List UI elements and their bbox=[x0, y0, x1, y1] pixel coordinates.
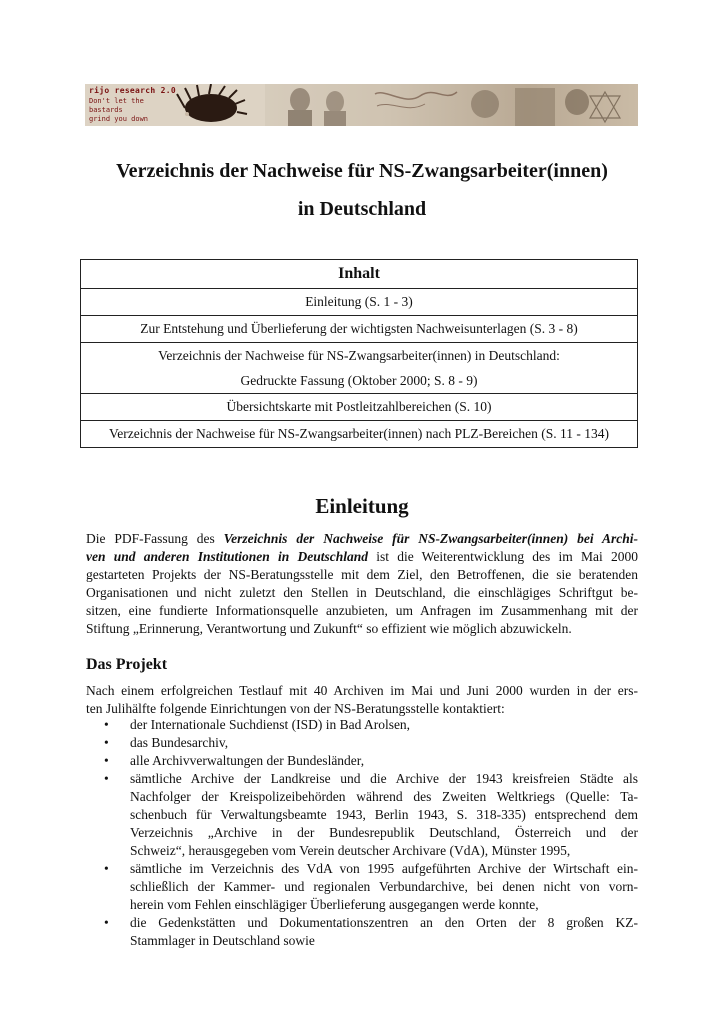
bullet-icon: • bbox=[104, 717, 109, 732]
paragraph-line: Organisationen und nicht zuletzt den Stellen in Deutschland, die einschlägiges Schriftgut be- bbox=[86, 585, 638, 600]
section-heading-einleitung: Einleitung bbox=[315, 494, 409, 518]
list-item: • alle Archivverwaltungen der Bundesländer, bbox=[104, 753, 365, 768]
paragraph-line: Die PDF-Fassung des Verzeichnis der Nachweise für NS-Zwangsarbeiter(innen) bei Archi- bbox=[86, 531, 638, 546]
toc-row: Einleitung (S. 1 - 3) bbox=[81, 289, 638, 316]
toc-row: Übersichtskarte mit Postleitzahlbereichen (S. 10) bbox=[81, 394, 638, 421]
institution-list bbox=[86, 716, 638, 950]
einleitung-paragraph bbox=[86, 530, 638, 638]
bullet-icon: • bbox=[104, 735, 109, 750]
document-title-line2: in Deutschland bbox=[297, 198, 427, 220]
projekt-intro-paragraph bbox=[86, 682, 638, 718]
toc-row-line: Verzeichnis der Nachweise für NS-Zwangsarbeiter(innen) in Deutschland: bbox=[158, 348, 560, 363]
toc-row: Zur Entstehung und Überlieferung der wichtigsten Nachweisunterlagen (S. 3 - 8) bbox=[81, 316, 638, 343]
list-item: • der Internationale Suchdienst (ISD) in Bad Arolsen, bbox=[104, 717, 411, 732]
paragraph-line: sitzen, eine fundierte Informationsquelle anzubieten, um Anfragen im Zusammenhang mit der bbox=[86, 603, 638, 618]
logo-text: rijo research 2.0 bbox=[89, 86, 176, 95]
bullet-icon: • bbox=[104, 771, 109, 786]
collage-portraits bbox=[288, 88, 620, 126]
toc-heading: Inhalt bbox=[81, 260, 638, 289]
header-banner bbox=[85, 84, 638, 126]
toc-row bbox=[81, 343, 638, 394]
section-heading-projekt: Das Projekt bbox=[86, 656, 168, 673]
list-item: • das Bundesarchiv, bbox=[104, 735, 229, 750]
banner-tagline: Don't let the bastards grind you down bbox=[89, 97, 149, 123]
paragraph-line: ten Julihälfte folgende Einrichtungen von der NS-Beratungsstelle kontaktiert: bbox=[86, 701, 505, 716]
paragraph-line: ven und anderen Institutionen in Deutschland ist die Weiterentwicklung des im Mai 2000 bbox=[86, 549, 638, 564]
paragraph-line: Nach einem erfolgreichen Testlauf mit 40 Archiven im Mai und Juni 2000 wurden in der ers- bbox=[86, 683, 638, 698]
toc-row: Verzeichnis der Nachweise für NS-Zwangsarbeiter(innen) nach PLZ-Bereichen (S. 11 - 134) bbox=[81, 421, 638, 448]
bullet-icon: • bbox=[104, 753, 109, 768]
paragraph-line: Stiftung „Erinnerung, Verantwortung und Zukunft“ so effizient wie möglich abzuwickeln. bbox=[86, 621, 572, 636]
list-item: • sämtliche Archive der Landkreise und die Archive der 1943 kreisfreien Städte als Nachfolger der Kreispolizeibehörden während des Zweiten Weltkriegs (Quelle: Ta- schenbuch für Verwaltungsbeamte 1943, Berlin 1943, S. 318-335) entsprechend dem Verzeichnis „Archive in der Bundesrepublik Deutschland, Österreich und der Schweiz“, herausgegeben vom Verein deutscher Archivare (VdA), Münster 1995, bbox=[104, 771, 638, 858]
bullet-icon: • bbox=[104, 861, 109, 876]
list-item: • die Gedenkstätten und Dokumentationszentren an den Orten der 8 großen KZ- Stammlager in Deutschland sowie bbox=[104, 915, 638, 948]
bullet-icon: • bbox=[104, 915, 109, 930]
toc-row-line: Gedruckte Fassung (Oktober 2000; S. 8 - 9) bbox=[240, 373, 478, 388]
paragraph-line: gestarteten Projekts der NS-Beratungsstelle mit dem Ziel, den Betroffenen, die sie beratenden bbox=[86, 567, 638, 582]
hedgehog-icon bbox=[177, 84, 247, 122]
table-of-contents bbox=[80, 259, 638, 448]
list-item: • sämtliche im Verzeichnis des VdA von 1995 aufgeführten Archive der Wirtschaft ein- schließlich der Kammer- und regionalen Verbundarchive, bei denen nicht von vorn- herein vom Fehlen einschlägiger Überlieferung ausgegangen werde konnte, bbox=[104, 861, 638, 912]
document-title: Verzeichnis der Nachweise für NS-Zwangsarbeiter(innen) bbox=[116, 160, 608, 182]
